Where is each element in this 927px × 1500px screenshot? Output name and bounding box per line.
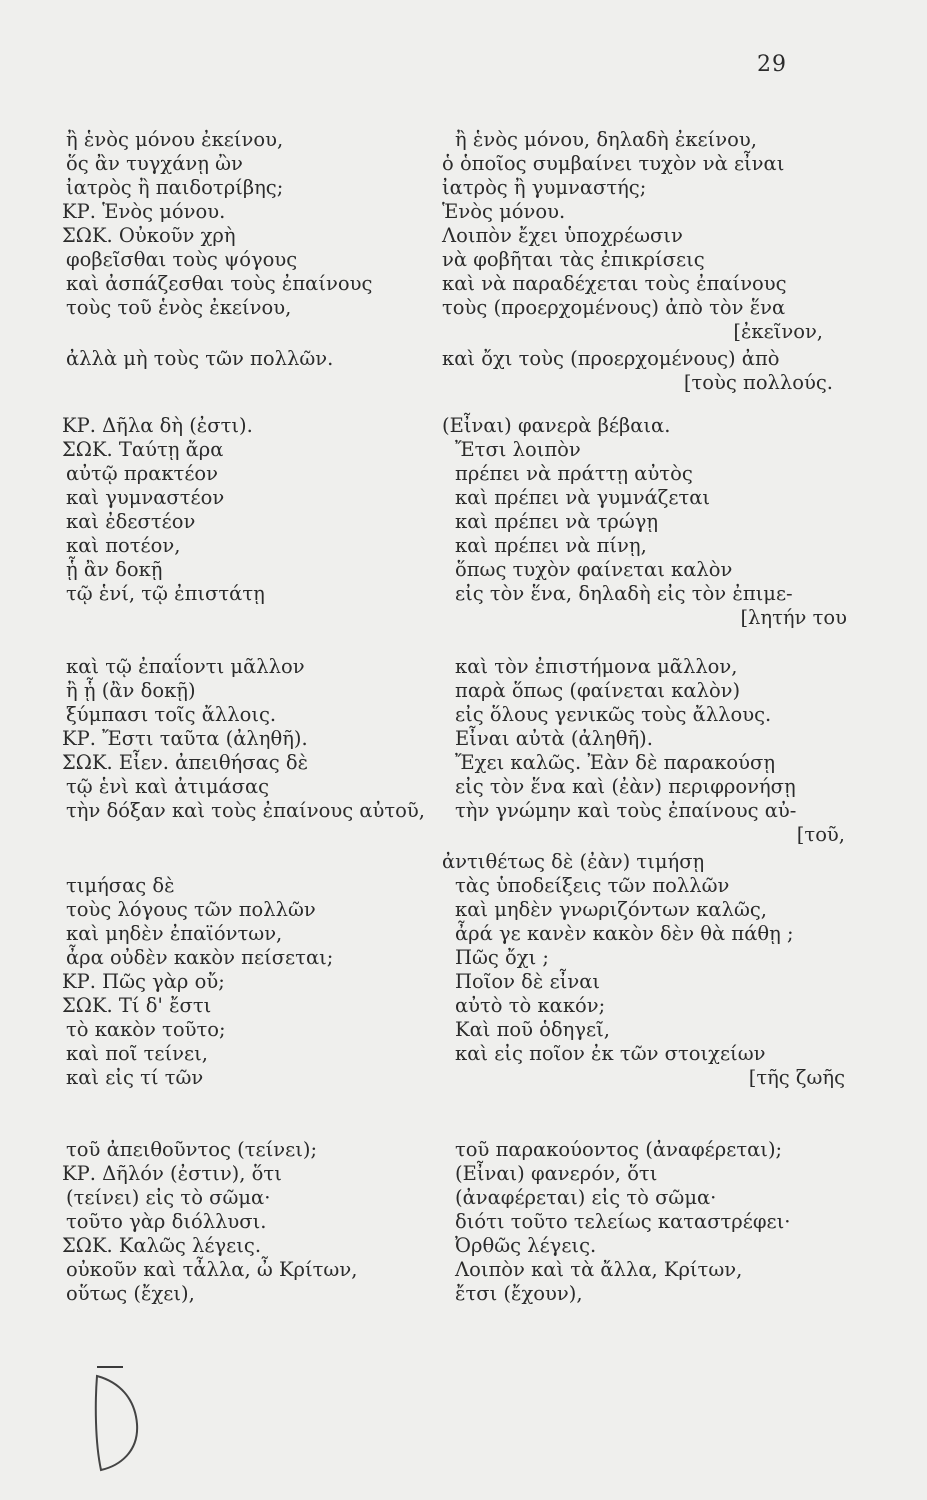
translation-line: καὶ εἰς ποῖον ἐκ τῶν στοιχείων — [455, 1042, 766, 1065]
translation-line: εἰς ὅλους γενικῶς τοὺς ἄλλους. — [455, 703, 772, 726]
translation-line: Λοιπὸν καὶ τὰ ἄλλα, Κρίτων, — [455, 1258, 743, 1281]
translation-line: (ἀναφέρεται) εἰς τὸ σῶμα· — [455, 1186, 717, 1209]
handwritten-d-mark — [85, 1362, 145, 1482]
translation-line: νὰ φοβῆται τὰς ἐπικρίσεις — [442, 248, 705, 271]
translation-line: Ἔχει καλῶς. Ἐὰν δὲ παρακούσῃ — [455, 751, 776, 774]
ancient-text-line: καὶ ἀσπάζεσθαι τοὺς ἐπαίνους — [66, 272, 373, 295]
translation-line: καὶ νὰ παραδέχεται τοὺς ἐπαίνους — [442, 272, 787, 295]
ancient-text-line: (τείνει) εἰς τὸ σῶμα· — [66, 1186, 271, 1209]
translation-line: εἰς τὸν ἕνα, δηλαδὴ εἰς τὸν ἐπιμε- — [455, 582, 793, 605]
ancient-text-line: καὶ ποῖ τείνει, — [66, 1042, 208, 1065]
translation-line: [τοῦ, — [796, 823, 845, 846]
ancient-text-line: ΚΡ. Δῆλόν (ἐστιν), ὅτι — [62, 1162, 282, 1185]
ancient-text-line: τιμήσας δὲ — [66, 874, 175, 897]
translation-line: ἰατρὸς ἢ γυμναστής; — [442, 176, 647, 199]
translation-line: ἔτσι (ἔχουν), — [455, 1282, 583, 1305]
ancient-text-line: ΚΡ. Δῆλα δὴ (ἐστι). — [62, 414, 253, 437]
translation-line: εἰς τὸν ἕνα καὶ (ἐὰν) περιφρονήσῃ — [455, 775, 796, 798]
translation-line: καὶ πρέπει νὰ γυμνάζεται — [455, 486, 711, 509]
translation-line: [λητήν του — [740, 606, 847, 629]
translation-line: πρέπει νὰ πράττῃ αὐτὸς — [455, 462, 693, 485]
translation-line: παρὰ ὅπως (φαίνεται καλὸν) — [455, 679, 741, 702]
ancient-text-line: ἀλλὰ μὴ τοὺς τῶν πολλῶν. — [66, 347, 334, 370]
ancient-text-line: καὶ γυμναστέον — [66, 486, 225, 509]
translation-line: Ἑνὸς μόνου. — [442, 200, 566, 223]
ancient-text-line: τοὺς τοῦ ἑνὸς ἐκείνου, — [66, 296, 292, 319]
ancient-text-line: τῷ ἑνὶ καὶ ἀτιμάσας — [66, 775, 270, 798]
ancient-text-line: ΣΩΚ. Τί δ' ἔστι — [62, 994, 212, 1017]
translation-line: τοὺς (προερχομένους) ἀπὸ τὸν ἕνα — [442, 296, 786, 319]
translation-line: τοῦ παρακούοντος (ἀναφέρεται); — [455, 1138, 783, 1161]
translation-line: Λοιπὸν ἔχει ὑποχρέωσιν — [442, 224, 683, 247]
ancient-text-line: ἢ ἑνὸς μόνου ἐκείνου, — [66, 128, 284, 151]
ancient-text-line: ΣΩΚ. Οὐκοῦν χρὴ — [62, 224, 236, 247]
translation-line: τὰς ὑποδείξεις τῶν πολλῶν — [455, 874, 730, 897]
translation-line: καὶ πρέπει νὰ πίνῃ, — [455, 534, 647, 557]
ancient-text-line: ΚΡ. Ἔστι ταῦτα (ἀληθῆ). — [62, 727, 308, 750]
ancient-text-line: ξύμπασι τοῖς ἄλλοις. — [66, 703, 277, 726]
ancient-text-line: ὅς ἂν τυγχάνῃ ὢν — [66, 152, 243, 175]
ancient-text-line: καὶ τῷ ἐπαΐοντι μᾶλλον — [66, 655, 305, 678]
ancient-text-line: ᾗ ἂν δοκῇ — [66, 558, 163, 581]
translation-line: ἆρά γε κανὲν κακὸν δὲν θὰ πάθῃ ; — [455, 922, 794, 945]
ancient-text-line: οὕτως (ἔχει), — [66, 1282, 195, 1305]
translation-line: Εἶναι αὐτὰ (ἀληθῆ). — [455, 727, 653, 750]
ancient-text-line: οὐκοῦν καὶ τἆλλα, ὦ Κρίτων, — [66, 1258, 358, 1281]
ancient-text-line: ΣΩΚ. Ταύτῃ ἄρα — [62, 438, 224, 461]
translation-line: ὁ ὁποῖος συμβαίνει τυχὸν νὰ εἶναι — [442, 152, 785, 175]
translation-line: Ποῖον δὲ εἶναι — [455, 970, 601, 993]
ancient-text-line: ἢ ᾗ (ἂν δοκῇ) — [66, 679, 196, 702]
translation-line: καὶ πρέπει νὰ τρώγῃ — [455, 510, 659, 533]
ancient-text-line: καὶ εἰς τί τῶν — [66, 1066, 204, 1089]
translation-line: [τοὺς πολλούς. — [683, 371, 833, 394]
ancient-text-line: ΚΡ. Ἑνὸς μόνου. — [62, 200, 226, 223]
ancient-text-line: τοὺς λόγους τῶν πολλῶν — [66, 898, 316, 921]
translation-line: καὶ μηδὲν γνωριζόντων καλῶς, — [455, 898, 767, 921]
translation-line: αὐτὸ τὸ κακόν; — [455, 994, 606, 1017]
ancient-text-line: τοῦ ἀπειθοῦντος (τείνει); — [66, 1138, 318, 1161]
page-number: 29 — [757, 52, 787, 77]
translation-line: τὴν γνώμην καὶ τοὺς ἐπαίνους αὐ- — [455, 799, 797, 822]
ancient-text-line: ΣΩΚ. Εἶεν. ἀπειθήσας δὲ — [62, 751, 309, 774]
translation-line: [τῆς ζωῆς — [748, 1066, 845, 1089]
ancient-text-line: τὸ κακὸν τοῦτο; — [66, 1018, 226, 1041]
ancient-text-line: αὐτῷ πρακτέον — [66, 462, 219, 485]
translation-line: Πῶς ὄχι ; — [455, 946, 549, 969]
ancient-text-line: ΚΡ. Πῶς γὰρ οὔ; — [62, 970, 225, 993]
translation-line: Ἔτσι λοιπὸν — [455, 438, 581, 461]
translation-line: [ἐκεῖνον, — [733, 320, 823, 343]
ancient-text-line: καὶ μηδὲν ἐπαϊόντων, — [66, 922, 283, 945]
translation-line: διότι τοῦτο τελείως καταστρέφει· — [455, 1210, 791, 1233]
translation-line: Καὶ ποῦ ὁδηγεῖ, — [455, 1018, 610, 1041]
translation-line: Ὀρθῶς λέγεις. — [455, 1234, 597, 1257]
translation-line: καὶ τὸν ἐπιστήμονα μᾶλλον, — [455, 655, 738, 678]
ancient-text-line: ἆρα οὐδὲν κακὸν πείσεται; — [66, 946, 334, 969]
translation-line: ἢ ἑνὸς μόνου, δηλαδὴ ἐκείνου, — [455, 128, 757, 151]
ancient-text-line: ἰατρὸς ἢ παιδοτρίβης; — [66, 176, 284, 199]
ancient-text-line: καὶ ἐδεστέον — [66, 510, 196, 533]
ancient-text-line: καὶ ποτέον, — [66, 534, 181, 557]
translation-line: ἀντιθέτως δὲ (ἐὰν) τιμήσῃ — [442, 850, 705, 873]
ancient-text-line: φοβεῖσθαι τοὺς ψόγους — [66, 248, 298, 271]
ancient-text-line: τοῦτο γὰρ διόλλυσι. — [66, 1210, 267, 1233]
translation-line: (Εἶναι) φανερόν, ὅτι — [455, 1162, 658, 1185]
ancient-text-line: ΣΩΚ. Καλῶς λέγεις. — [62, 1234, 262, 1257]
translation-line: ὅπως τυχὸν φαίνεται καλὸν — [455, 558, 733, 581]
ancient-text-line: τὴν δόξαν καὶ τοὺς ἐπαίνους αὐτοῦ, — [66, 799, 425, 822]
translation-line: καὶ ὄχι τοὺς (προερχομένους) ἀπὸ — [442, 347, 780, 370]
ancient-text-line: τῷ ἑνί, τῷ ἐπιστάτῃ — [66, 582, 265, 605]
translation-line: (Εἶναι) φανερὰ βέβαια. — [442, 414, 671, 437]
